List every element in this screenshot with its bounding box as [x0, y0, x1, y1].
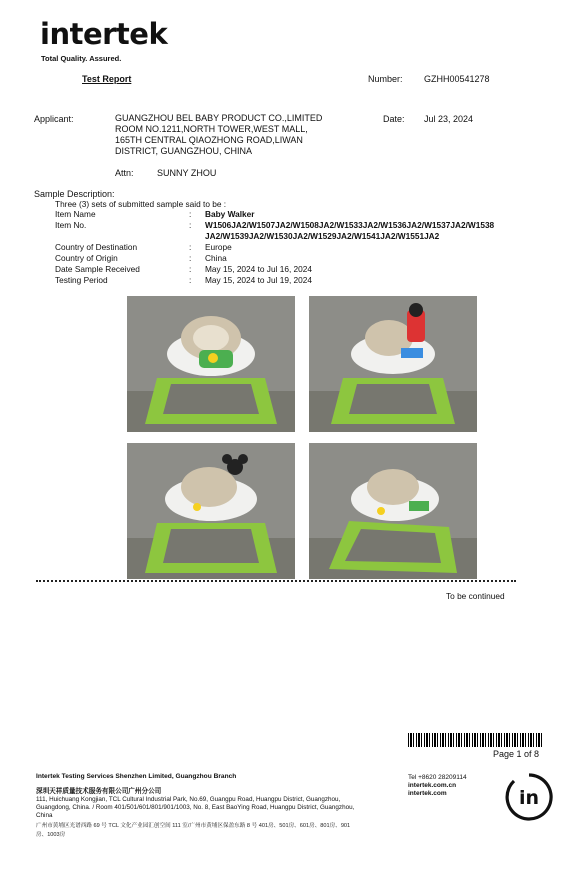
attn-name: SUNNY ZHOU: [157, 168, 217, 178]
row-key: Date Sample Received: [55, 264, 140, 274]
applicant-line: 165TH CENTRAL QIAOZHONG ROAD,LIWAN: [115, 135, 303, 145]
applicant-address: [115, 113, 365, 157]
row-value: Europe: [205, 242, 232, 252]
barcode-icon: [408, 733, 543, 747]
footer-web: intertek.com: [408, 790, 447, 797]
footer-tel: Tel +8620 28209114: [408, 774, 467, 781]
applicant-label: Applicant:: [34, 114, 74, 124]
footer-company-cn: 深圳天祥质量技术服务有限公司广州分公司: [36, 788, 162, 795]
row-value: China: [205, 253, 227, 263]
row-colon: :: [189, 253, 192, 263]
sample-photo-front: [127, 296, 295, 432]
applicant-line: DISTRICT, GUANGZHOU, CHINA: [115, 146, 253, 156]
intertek-logo: intertek: [40, 17, 168, 51]
sample-intro: Three (3) sets of submitted sample said to be :: [55, 199, 227, 209]
row-value: Baby Walker: [205, 209, 255, 219]
date-label: Date:: [383, 114, 405, 124]
row-key: Item Name: [55, 209, 96, 219]
row-value: W1506JA2/W1507JA2/W1508JA2/W1533JA2/W1536JA2/W1537JA2/W1538 JA2/W1539JA2/W1530JA2/W1529JA2/W1541JA2/W1551JA2: [205, 220, 495, 241]
footer-web-cn: intertek.com.cn: [408, 782, 457, 789]
applicant-line: ROOM NO.1211,NORTH TOWER,WEST MALL,: [115, 124, 308, 134]
row-colon: :: [189, 275, 192, 285]
number-label: Number:: [368, 74, 403, 84]
footer-contact: [408, 774, 467, 798]
footer-address: 111, Huichuang Kongjian, TCL Cultural Industrial Park, No.69, Guangpu Road, Huangpu District, Guangzhou, Guangdong, China. / Room 401/501/601/801/901/1003, No. 8, East BaoYing Road, Huangpu District, Guangzhou, China: [36, 796, 355, 819]
row-key: Item No.: [55, 220, 87, 230]
applicant-line: GUANGZHOU BEL BABY PRODUCT CO.,LIMITED: [115, 113, 323, 123]
row-key: Country of Destination: [55, 242, 138, 252]
footer-address-cn: 广州市黄埔区光谱西路 69 号 TCL 文化产业园汇创空间 111 室/广州市黄埔区保盈东路 8 号 401房、501房、601房、801房、901房、1003房: [36, 823, 351, 838]
section-divider: [36, 580, 516, 582]
sample-photo-angle: [309, 443, 477, 579]
row-colon: :: [189, 209, 192, 219]
row-value: May 15, 2024 to Jul 16, 2024: [205, 264, 313, 274]
sample-photo-back: [127, 443, 295, 579]
footer-company: Intertek Testing Services Shenzhen Limited, Guangzhou Branch: [36, 773, 237, 780]
row-value: May 15, 2024 to Jul 19, 2024: [205, 275, 313, 285]
seal-text: in: [518, 787, 540, 809]
to-be-continued: To be continued: [446, 591, 505, 601]
attn-label: Attn:: [115, 168, 134, 178]
row-colon: :: [189, 264, 192, 274]
row-colon: :: [189, 220, 192, 230]
report-title: Test Report: [82, 74, 132, 84]
row-colon: :: [189, 242, 192, 252]
logo-tagline: Total Quality. Assured.: [41, 54, 122, 63]
sample-description-label: Sample Description:: [34, 189, 115, 199]
intertek-seal-icon: [504, 772, 554, 822]
report-number: GZHH00541278: [424, 74, 490, 84]
row-key: Country of Origin: [55, 253, 118, 263]
row-key: Testing Period: [55, 275, 108, 285]
page-indicator: Page 1 of 8: [493, 749, 540, 759]
sample-photo-side: [309, 296, 477, 432]
report-date: Jul 23, 2024: [424, 114, 474, 124]
